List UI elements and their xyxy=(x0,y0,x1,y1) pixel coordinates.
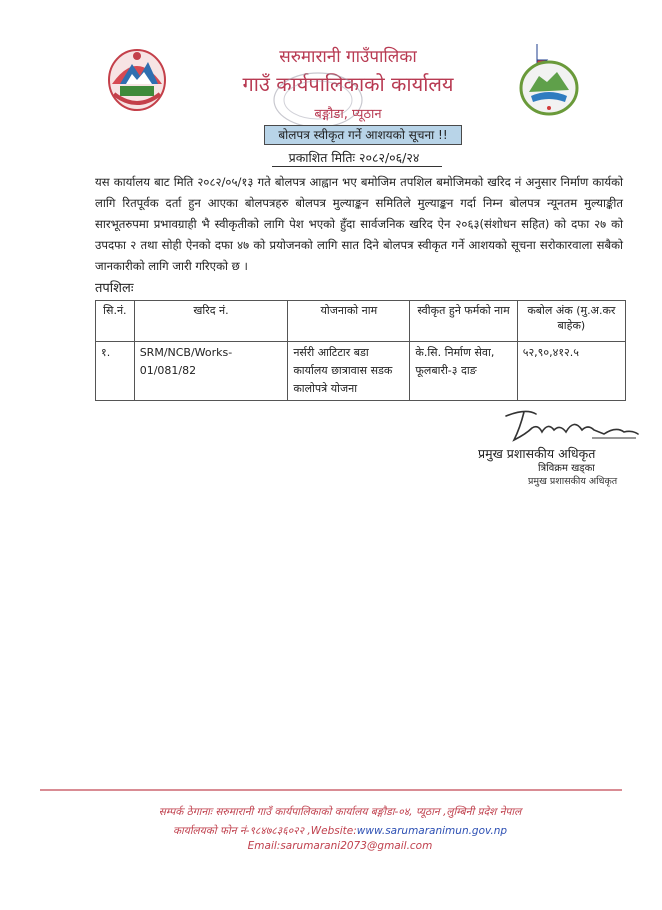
published-date-underline xyxy=(272,166,442,167)
column-header-procurement-no: खरिद नं. xyxy=(134,301,288,342)
footer-contact-address: सम्पर्क ठेगानाः सरुमारानी गाउँ कार्यपालिकाको कार्यालय बङ्गौडा-०४, प्यूठान ,लुम्बिनी प्रदेश नेपाल xyxy=(158,806,522,818)
footer-phone: कार्यालयको फोन नं-९८४७८३६०२२ ,Website: xyxy=(172,825,357,837)
cell-serial: १. xyxy=(96,342,135,401)
column-header-serial: सि.नं. xyxy=(96,301,135,342)
footer-email[interactable]: Email:sarumarani2073@gmail.com xyxy=(247,840,433,852)
signer-title: प्रमुख प्रशासकीय अधिकृत xyxy=(478,446,596,461)
cell-procurement-no: SRM/NCB/Works-01/081/82 xyxy=(134,342,288,401)
footer-divider xyxy=(40,789,622,791)
footer-phone-website xyxy=(60,824,620,838)
table-row xyxy=(96,342,626,401)
cell-bid-amount: ५२,९०,४१२.५ xyxy=(517,342,625,401)
bid-details-table xyxy=(95,300,626,401)
column-header-bid-amount: कबोल अंक (मु.अ.कर बाहेक) xyxy=(517,301,625,342)
table-header-row xyxy=(96,301,626,342)
column-header-project-name: योजनाको नाम xyxy=(288,301,410,342)
nepal-emblem-logo xyxy=(104,44,170,114)
notice-body-paragraph: यस कार्यालय बाट मिति २०८२/०५/१३ गते बोलपत्र आह्वान भए बमोजिम तपशिल बमोजिमको खरिद नं अनुसार निर्माण कार्यको लागि रितपूर्वक दर्ता हुन आएका बोलपत्रहरु बोलपत्र मुल्याङ्कन समितिले मुल्याङ्कन गर्दा निम्न बोलपत्र न्यूनतम मुल्याङ्कीत सारभूतरुपमा प्रभावग्राही भै स्वीकृतीको लागि पेश भएको हुँदा सार्वजनिक खरिद ऐन २०६३(संशोधन सहित) को दफा २७ को उपदफा २ तथा सोही ऐनको दफा ४७ को प्रयोजनको लागि सात दिने बोलपत्र स्वीकृत गर्ने आशयको सूचना सरोकारवाला सबैको जानकारीको लागि जारी गरिएको छ । xyxy=(95,175,623,273)
signer-name: त्रिविक्रम खड्का xyxy=(538,463,595,474)
footer-website-link[interactable]: www.sarumaranimun.gov.np xyxy=(356,825,508,837)
municipality-logo xyxy=(517,42,581,116)
signer-title-stamp: प्रमुख प्रशासकीय अधिकृत xyxy=(528,476,618,487)
office-address: बङ्गौडा, प्यूठान xyxy=(314,107,382,122)
cell-project-name: नर्सरी आटिटार बडा कार्यालय छात्रावास सडक कालोपत्रे योजना xyxy=(288,342,410,401)
details-label: तपशिलः xyxy=(95,281,134,296)
notice-title: बोलपत्र स्वीकृत गर्ने आशयको सूचना !! xyxy=(264,125,462,145)
handwritten-signature xyxy=(496,404,646,450)
cell-firm-name: के.सि. निर्माण सेवा, फूलबारी-३ दाङ xyxy=(410,342,517,401)
office-name: गाउँ कार्यपालिकाको कार्यालय xyxy=(242,72,454,96)
column-header-firm-name: स्वीकृत हुने फर्मको नाम xyxy=(410,301,517,342)
organization-name: सरुमारानी गाउँपालिका xyxy=(279,47,417,67)
published-date: प्रकाशित मितिः २०८२/०६/२४ xyxy=(288,150,420,165)
